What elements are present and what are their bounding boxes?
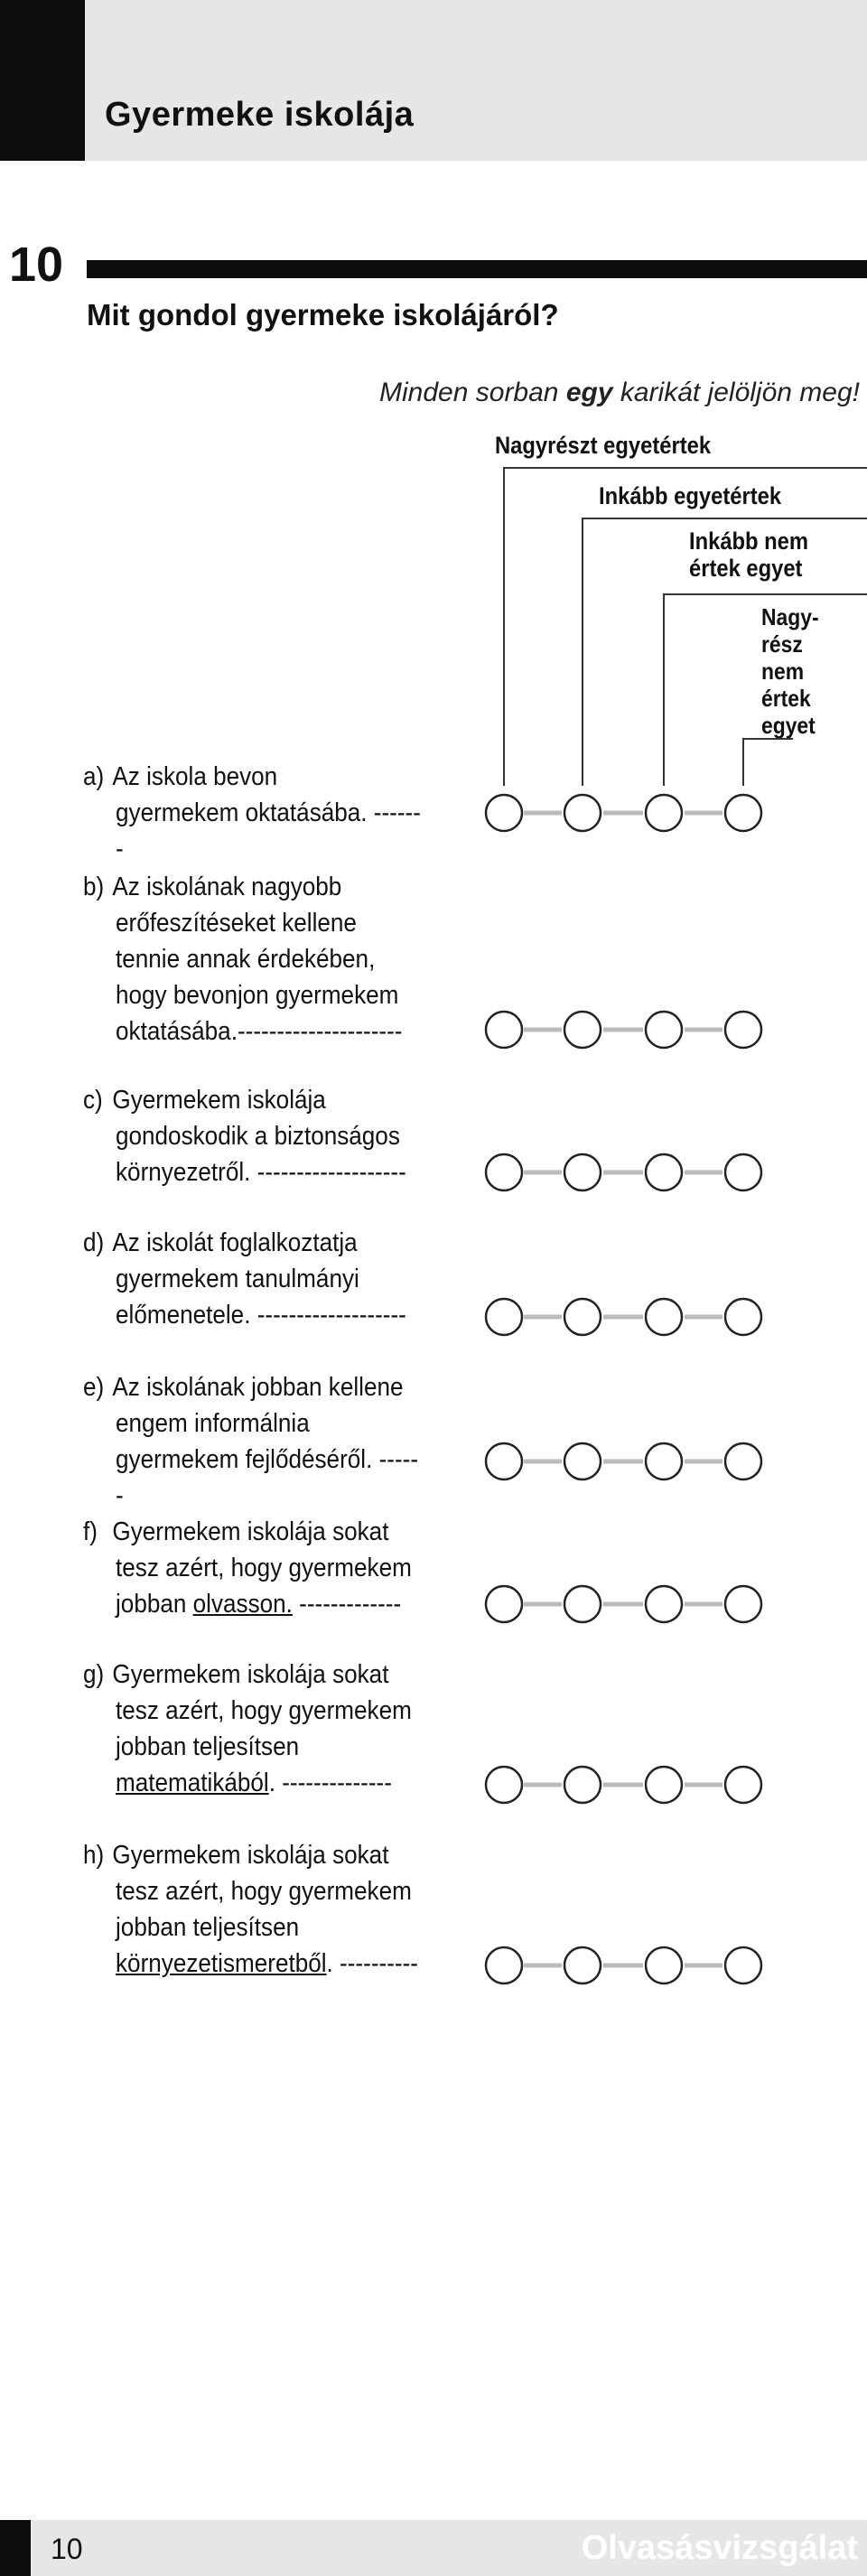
row-f-option-2[interactable]: [564, 1586, 601, 1622]
row-f-options: [486, 1586, 761, 1622]
row-h-option-2[interactable]: [564, 1947, 601, 1983]
page-number: 10: [51, 2533, 83, 2565]
row-c-label: c) Gyermekem iskolája gondoskodik a biztonságos környezetről. -------------------: [83, 1086, 406, 1187]
row-f-label: f) Gyermekem iskolája sokat tesz azért, hogy gyermekem jobban olvasson. -------------: [83, 1517, 412, 1619]
row-g-option-3[interactable]: [646, 1767, 682, 1803]
row-a-option-3[interactable]: [646, 795, 682, 831]
row-b-label: b) Az iskolának nagyobb erőfeszítéseket kellene tennie annak érdekében, hogy bevonjon gyermekem oktatásába.---------------------: [83, 873, 403, 1046]
brand-name: Olvasásvizsgálat: [581, 2529, 858, 2567]
column-label-2: Inkább egyetértek: [599, 482, 782, 509]
row-b-option-4[interactable]: [725, 1012, 761, 1048]
row-h-options: [486, 1947, 761, 1983]
row-d-option-4[interactable]: [725, 1299, 761, 1335]
row-e-label: e) Az iskolának jobban kellene engem informálnia gyermekem fejlődéséről. ------: [83, 1373, 419, 1510]
row-h-option-1[interactable]: [486, 1947, 522, 1983]
row-b-option-3[interactable]: [646, 1012, 682, 1048]
row-g-options: [486, 1767, 761, 1803]
row-g-option-2[interactable]: [564, 1767, 601, 1803]
column-label-4: Nagy- rész nem értek egyet: [761, 603, 819, 739]
instruction: Minden sorban egy karikát jelöljön meg!: [379, 378, 860, 407]
row-g-option-4[interactable]: [725, 1767, 761, 1803]
row-b-option-2[interactable]: [564, 1012, 601, 1048]
row-e-option-1[interactable]: [486, 1443, 522, 1479]
row-a-options: [486, 795, 761, 831]
row-h-option-4[interactable]: [725, 1947, 761, 1983]
row-c-option-3[interactable]: [646, 1154, 682, 1190]
row-h-label: h) Gyermekem iskolája sokat tesz azért, hogy gyermekem jobban teljesítsen környezetismeretből. ----------: [83, 1841, 418, 1978]
row-b-options: [486, 1012, 761, 1048]
row-c-option-2[interactable]: [564, 1154, 601, 1190]
row-a-option-1[interactable]: [486, 795, 522, 831]
column-label-3: Inkább nem értek egyet: [689, 527, 809, 582]
row-f-option-4[interactable]: [725, 1586, 761, 1622]
page-title: Gyermeke iskolája: [105, 96, 415, 134]
row-g-option-1[interactable]: [486, 1767, 522, 1803]
row-d-option-3[interactable]: [646, 1299, 682, 1335]
row-b-option-1[interactable]: [486, 1012, 522, 1048]
row-d-label: d) Az iskolát foglalkoztatja gyermekem tanulmányi előmenetele. -------------------: [83, 1228, 406, 1330]
row-g-label: g) Gyermekem iskolája sokat tesz azért, hogy gyermekem jobban teljesítsen matematikából. --------------: [83, 1660, 412, 1797]
row-e-option-2[interactable]: [564, 1443, 601, 1479]
row-c-option-1[interactable]: [486, 1154, 522, 1190]
row-d-option-1[interactable]: [486, 1299, 522, 1335]
question-text: Mit gondol gyermeke iskolájáról?: [87, 298, 559, 331]
row-e-option-4[interactable]: [725, 1443, 761, 1479]
row-d-options: [486, 1299, 761, 1335]
row-a-label: a) Az iskola bevon gyermekem oktatásába. -------: [83, 762, 421, 863]
column-label-1: Nagyrészt egyetértek: [495, 432, 712, 459]
row-e-options: [486, 1443, 761, 1479]
row-a-option-2[interactable]: [564, 795, 601, 831]
row-f-option-1[interactable]: [486, 1586, 522, 1622]
row-d-option-2[interactable]: [564, 1299, 601, 1335]
footer-tab: [0, 2520, 31, 2576]
row-f-option-3[interactable]: [646, 1586, 682, 1622]
row-h-option-3[interactable]: [646, 1947, 682, 1983]
question-number: 10: [9, 238, 64, 292]
row-c-option-4[interactable]: [725, 1154, 761, 1190]
row-e-option-3[interactable]: [646, 1443, 682, 1479]
row-c-options: [486, 1154, 761, 1190]
row-a-option-4[interactable]: [725, 795, 761, 831]
